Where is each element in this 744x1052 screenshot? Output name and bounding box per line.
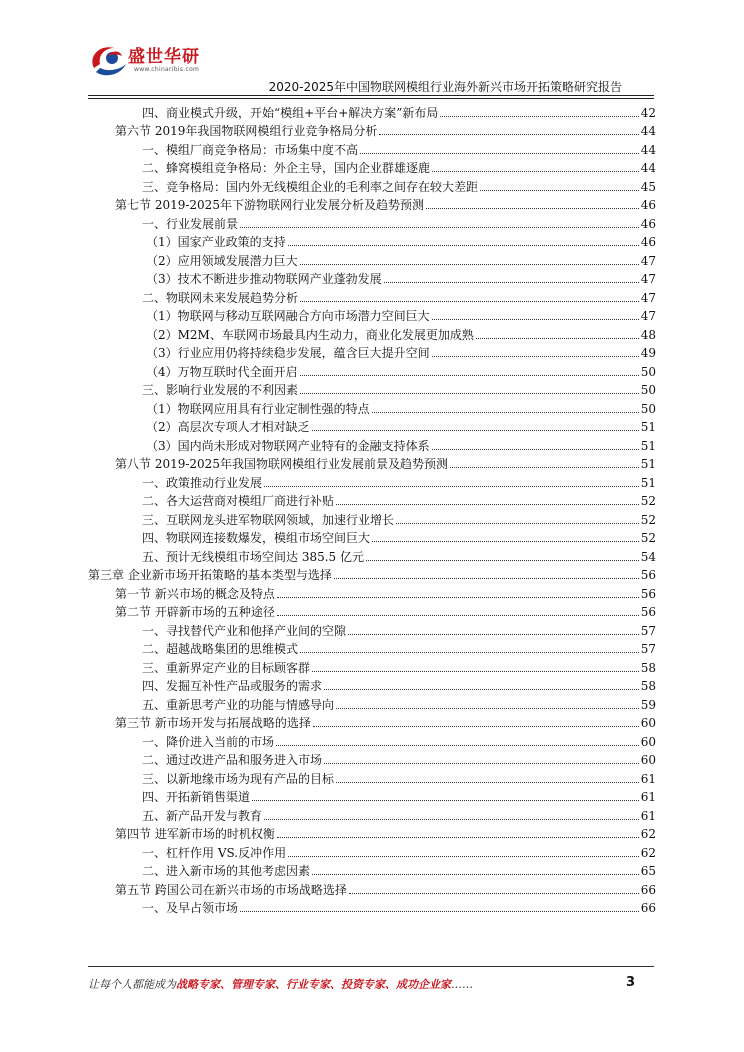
toc-entry[interactable] bbox=[88, 397, 656, 416]
toc-entry[interactable] bbox=[88, 564, 656, 583]
toc-entry-title: （4）万物互联时代全面开启 bbox=[146, 364, 298, 379]
toc-entry-page: 57 bbox=[640, 642, 656, 656]
toc-entry-title: 五、重新思考产业的功能与情感导向 bbox=[142, 697, 335, 712]
toc-entry-page: 62 bbox=[640, 845, 656, 860]
toc-leader-dots bbox=[426, 208, 639, 209]
toc-entry[interactable] bbox=[88, 231, 656, 250]
toc-entry[interactable] bbox=[88, 416, 656, 435]
toc-entry-page: 47 bbox=[640, 253, 656, 268]
toc-leader-dots bbox=[372, 412, 639, 413]
footer-slogan bbox=[88, 976, 473, 992]
logo-url: www.chinaribis.com bbox=[134, 66, 200, 73]
toc-entry-title: 一、行业发展前景 bbox=[142, 216, 239, 231]
toc-entry[interactable] bbox=[88, 693, 656, 712]
toc-leader-dots bbox=[277, 837, 639, 838]
toc-entry-title: （2）应用领域发展潜力巨大 bbox=[146, 253, 298, 268]
toc-entry[interactable] bbox=[88, 712, 656, 731]
toc-entry-title: 第七节 2019-2025年下游物联网行业发展分析及趋势预测 bbox=[115, 198, 424, 212]
toc-entry-page: 65 bbox=[640, 864, 656, 878]
toc-entry-title: 第三节 新市场开发与拓展战略的选择 bbox=[115, 716, 311, 730]
toc-leader-dots bbox=[372, 541, 639, 542]
toc-entry-page: 60 bbox=[640, 734, 656, 749]
toc-entry[interactable] bbox=[88, 508, 656, 527]
toc-entry[interactable] bbox=[88, 138, 656, 157]
toc-entry-page: 52 bbox=[640, 494, 656, 508]
toc-leader-dots bbox=[432, 449, 639, 450]
toc-leader-dots bbox=[334, 578, 639, 579]
toc-entry-title: 二、进入新市场的其他考虑因素 bbox=[142, 864, 311, 878]
toc-entry-title: 一、政策推动行业发展 bbox=[142, 475, 263, 490]
toc-entry-page: 48 bbox=[640, 327, 656, 342]
toc-entry[interactable] bbox=[88, 619, 656, 638]
toc-entry[interactable] bbox=[88, 101, 656, 120]
toc-entry[interactable] bbox=[88, 157, 656, 176]
toc-entry-page: 59 bbox=[640, 697, 656, 712]
toc-entry[interactable] bbox=[88, 434, 656, 453]
toc-entry-title: （2）M2M、车联网市场最具内生动力，商业化发展更加成熟 bbox=[146, 327, 474, 342]
toc-entry-page: 56 bbox=[640, 586, 656, 601]
toc-entry[interactable] bbox=[88, 453, 656, 472]
toc-leader-dots bbox=[384, 282, 639, 283]
toc-entry-title: 第一节 新兴市场的概念及特点 bbox=[115, 586, 275, 601]
toc-entry[interactable] bbox=[88, 804, 656, 823]
toc-entry[interactable] bbox=[88, 249, 656, 268]
toc-entry-page: 58 bbox=[640, 660, 656, 675]
logo-emblem-icon bbox=[86, 38, 130, 82]
toc-entry[interactable] bbox=[88, 841, 656, 860]
toc-entry[interactable] bbox=[88, 638, 656, 657]
toc-entry-title: （1）国家产业政策的支持 bbox=[146, 235, 286, 249]
toc-leader-dots bbox=[300, 652, 639, 653]
toc-leader-dots bbox=[432, 319, 639, 320]
toc-leader-dots bbox=[324, 689, 639, 690]
toc-entry-page: 44 bbox=[640, 161, 656, 175]
toc-leader-dots bbox=[324, 763, 639, 764]
toc-entry-title: 二、物联网未来发展趋势分析 bbox=[142, 290, 299, 305]
toc-entry-title: 第二节 开辟新市场的五种途径 bbox=[115, 605, 275, 619]
toc-entry-title: 第四节 进军新市场的时机权衡 bbox=[115, 827, 275, 841]
toc-entry-title: （3）国内尚未形成对物联网产业特有的金融支持体系 bbox=[146, 438, 430, 453]
toc-entry[interactable] bbox=[88, 656, 656, 675]
toc-entry-title: 第三章 企业新市场开拓策略的基本类型与选择 bbox=[88, 568, 332, 582]
toc-leader-dots bbox=[450, 467, 639, 468]
toc-entry[interactable] bbox=[88, 786, 656, 805]
toc-entry[interactable] bbox=[88, 545, 656, 564]
toc-leader-dots bbox=[300, 264, 639, 265]
toc-entry-page: 47 bbox=[640, 290, 656, 305]
toc-leader-dots bbox=[360, 153, 639, 154]
toc-entry-page: 58 bbox=[640, 679, 656, 693]
toc-entry[interactable] bbox=[88, 767, 656, 786]
toc-entry-page: 44 bbox=[640, 142, 656, 157]
toc-leader-dots bbox=[276, 745, 639, 746]
toc-entry-title: 一、杠杆作用 VS.反冲作用 bbox=[142, 845, 287, 860]
toc-entry-page: 46 bbox=[640, 198, 656, 212]
toc-entry-page: 56 bbox=[640, 568, 656, 582]
toc-entry-page: 52 bbox=[640, 531, 656, 545]
toc-entry[interactable] bbox=[88, 527, 656, 546]
toc-entry-page: 49 bbox=[640, 346, 656, 360]
toc-leader-dots bbox=[277, 615, 639, 616]
toc-leader-dots bbox=[288, 856, 639, 857]
toc-entry-title: （1）物联网应用具有行业定制性强的特点 bbox=[146, 401, 370, 416]
toc-entry-page: 51 bbox=[640, 475, 656, 490]
page-header bbox=[0, 0, 744, 100]
toc-leader-dots bbox=[432, 171, 639, 172]
toc-entry-title: （2）高层次专项人才相对缺乏 bbox=[146, 420, 310, 434]
toc-entry-title: 一、模组厂商竞争格局：市场集中度不高 bbox=[142, 142, 359, 157]
report-title: 2020-2025年中国物联网模组行业海外新兴市场开拓策略研究报告 bbox=[268, 80, 622, 94]
toc-leader-dots bbox=[312, 874, 639, 875]
toc-entry-title: 第六节 2019年我国物联网模组行业竞争格局分析 bbox=[115, 124, 378, 138]
toc-entry[interactable] bbox=[88, 582, 656, 601]
toc-entry-title: 第五节 跨国公司在新兴市场的市场战略选择 bbox=[115, 882, 347, 897]
toc-entry-title: 三、互联网龙头进军物联网领域，加速行业增长 bbox=[142, 512, 395, 527]
toc-entry-page: 62 bbox=[640, 827, 656, 841]
toc-entry[interactable] bbox=[88, 305, 656, 324]
toc-entry-title: 一、降价进入当前的市场 bbox=[142, 734, 275, 749]
toc-leader-dots bbox=[277, 597, 639, 598]
toc-leader-dots bbox=[240, 227, 639, 228]
toc-entry[interactable] bbox=[88, 120, 656, 139]
toc-entry[interactable] bbox=[88, 323, 656, 342]
toc-entry-title: 四、物联网连接数爆发，模组市场空间巨大 bbox=[142, 531, 371, 545]
toc-entry-title: 三、影响行业发展的不利因素 bbox=[142, 383, 299, 397]
toc-entry-page: 61 bbox=[640, 808, 656, 823]
toc-entry[interactable] bbox=[88, 730, 656, 749]
toc-entry[interactable] bbox=[88, 471, 656, 490]
toc-entry-title: （3）行业应用仍将持续稳步发展，蕴含巨大提升空间 bbox=[146, 346, 430, 360]
toc-entry[interactable] bbox=[88, 360, 656, 379]
toc-leader-dots bbox=[396, 523, 639, 524]
toc-leader-dots bbox=[432, 356, 639, 357]
toc-leader-dots bbox=[264, 819, 639, 820]
toc-entry-page: 51 bbox=[640, 420, 656, 434]
page-number: 3 bbox=[626, 975, 636, 990]
toc-entry-title: 四、商业模式升级，开始“模组+平台+解决方案”新布局 bbox=[142, 105, 439, 120]
toc-entry-page: 46 bbox=[640, 235, 656, 249]
toc-entry-page: 42 bbox=[640, 105, 656, 120]
toc-entry-title: 二、蜂窝模组竞争格局：外企主导，国内企业群雄逐鹿 bbox=[142, 161, 431, 175]
toc-leader-dots bbox=[313, 726, 639, 727]
footer-slogan-prefix: 让每个人都能成为 bbox=[88, 978, 176, 991]
toc-entry-page: 60 bbox=[640, 753, 656, 767]
toc-leader-dots bbox=[288, 245, 639, 246]
toc-entry[interactable] bbox=[88, 268, 656, 287]
toc-entry-page: 44 bbox=[640, 124, 656, 138]
toc-entry[interactable] bbox=[88, 212, 656, 231]
toc-leader-dots bbox=[300, 393, 639, 394]
toc-leader-dots bbox=[336, 708, 639, 709]
toc-entry-title: 二、通过改进产品和服务进入市场 bbox=[142, 753, 323, 767]
toc-leader-dots bbox=[476, 338, 639, 339]
toc-entry-page: 57 bbox=[640, 623, 656, 638]
toc-entry[interactable] bbox=[88, 749, 656, 768]
toc-entry[interactable] bbox=[88, 823, 656, 842]
toc-entry[interactable] bbox=[88, 878, 656, 897]
toc-entry-page: 66 bbox=[640, 901, 656, 915]
toc-leader-dots bbox=[336, 504, 639, 505]
toc-entry[interactable] bbox=[88, 601, 656, 620]
toc-entry-page: 54 bbox=[640, 549, 656, 564]
table-of-contents bbox=[88, 101, 656, 915]
toc-leader-dots bbox=[366, 560, 639, 561]
toc-entry-title: 第八节 2019-2025年我国物联网模组行业发展前景及趋势预测 bbox=[115, 457, 448, 471]
toc-entry[interactable] bbox=[88, 342, 656, 361]
toc-entry-title: 三、重新界定产业的目标顾客群 bbox=[142, 660, 311, 675]
toc-leader-dots bbox=[300, 301, 639, 302]
toc-leader-dots bbox=[349, 893, 639, 894]
toc-entry-title: 二、各大运营商对模组厂商进行补贴 bbox=[142, 494, 335, 508]
toc-entry-page: 51 bbox=[640, 438, 656, 453]
toc-entry[interactable] bbox=[88, 175, 656, 194]
company-logo bbox=[86, 38, 226, 88]
toc-entry-title: 五、新产品开发与教育 bbox=[142, 808, 263, 823]
toc-leader-dots bbox=[264, 486, 639, 487]
toc-entry-page: 50 bbox=[640, 364, 656, 379]
header-divider bbox=[88, 95, 654, 96]
toc-leader-dots bbox=[312, 430, 639, 431]
toc-leader-dots bbox=[300, 375, 639, 376]
toc-entry-title: 五、预计无线模组市场空间达 385.5 亿元 bbox=[142, 549, 364, 564]
toc-entry-title: 一、及早占领市场 bbox=[142, 901, 239, 915]
toc-entry-page: 56 bbox=[640, 605, 656, 619]
footer-slogan-suffix: …… bbox=[451, 978, 473, 991]
toc-leader-dots bbox=[312, 671, 639, 672]
toc-entry-page: 51 bbox=[640, 457, 656, 471]
toc-leader-dots bbox=[348, 634, 639, 635]
toc-entry[interactable] bbox=[88, 860, 656, 879]
toc-entry[interactable] bbox=[88, 490, 656, 509]
toc-entry-title: 一、寻找替代产业和他择产业间的空隙 bbox=[142, 623, 347, 638]
toc-entry-title: （1）物联网与移动互联网融合方向市场潜力空间巨大 bbox=[146, 309, 430, 323]
footer-divider bbox=[88, 966, 654, 967]
toc-entry-page: 45 bbox=[640, 179, 656, 194]
toc-entry-title: （3）技术不断进步推动物联网产业蓬勃发展 bbox=[146, 272, 382, 286]
toc-entry-page: 61 bbox=[640, 771, 656, 786]
toc-entry-title: 三、竞争格局：国内外无线模组企业的毛利率之间存在较大差距 bbox=[142, 179, 479, 194]
toc-leader-dots bbox=[379, 134, 638, 135]
header-divider-thin bbox=[88, 98, 654, 99]
toc-entry-title: 二、超越战略集团的思维模式 bbox=[142, 642, 299, 656]
toc-entry[interactable] bbox=[88, 194, 656, 213]
toc-entry-page: 50 bbox=[640, 401, 656, 416]
toc-entry[interactable] bbox=[88, 675, 656, 694]
toc-entry[interactable] bbox=[88, 379, 656, 398]
toc-entry-title: 四、开拓新销售渠道 bbox=[142, 790, 251, 804]
toc-entry-page: 52 bbox=[640, 512, 656, 527]
toc-entry-page: 47 bbox=[640, 309, 656, 323]
toc-entry-title: 四、发掘互补性产品或服务的需求 bbox=[142, 679, 323, 693]
toc-leader-dots bbox=[336, 782, 639, 783]
toc-entry-page: 47 bbox=[640, 272, 656, 286]
toc-entry-page: 60 bbox=[640, 716, 656, 730]
toc-leader-dots bbox=[480, 190, 639, 191]
toc-entry-page: 50 bbox=[640, 383, 656, 397]
logo-name: 盛世华研 bbox=[128, 47, 200, 67]
toc-entry-page: 61 bbox=[640, 790, 656, 804]
toc-leader-dots bbox=[252, 800, 639, 801]
toc-leader-dots bbox=[240, 911, 639, 912]
toc-entry[interactable] bbox=[88, 897, 656, 916]
toc-entry[interactable] bbox=[88, 286, 656, 305]
toc-entry-page: 66 bbox=[640, 882, 656, 897]
toc-leader-dots bbox=[440, 116, 638, 117]
footer-slogan-highlight: 战略专家、管理专家、行业专家、投资专家、成功企业家 bbox=[176, 978, 451, 991]
toc-entry-title: 三、以新地缘市场为现有产品的目标 bbox=[142, 771, 335, 786]
toc-entry-page: 46 bbox=[640, 216, 656, 231]
